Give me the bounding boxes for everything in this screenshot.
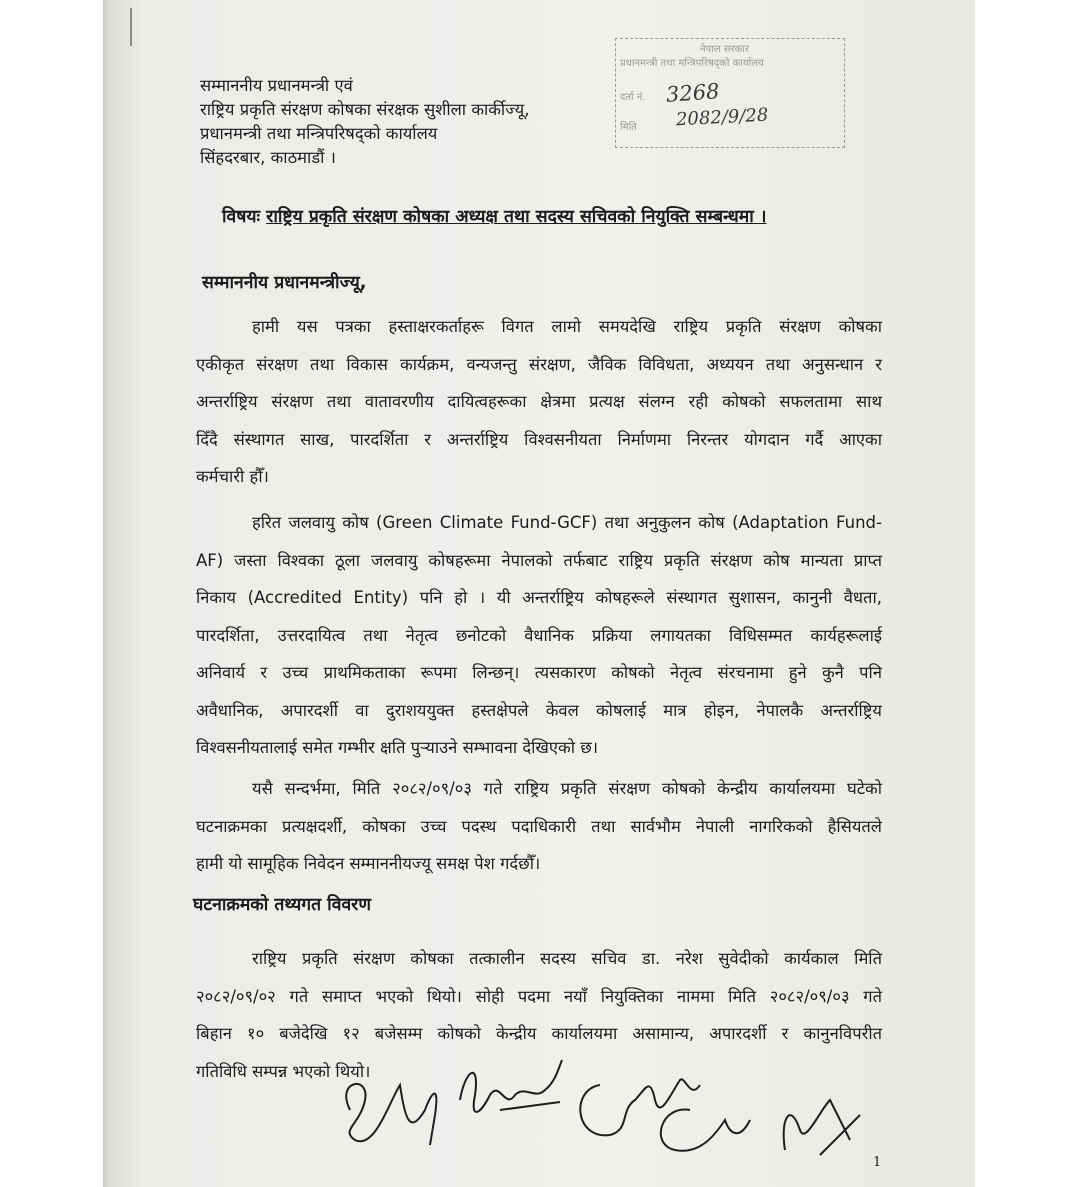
- text-line: अवैधानिक, अपारदर्शी वा दुराशययुक्त हस्तक्षेपले केवल कोषलाई मात्र होइन, नेपालकै अन्तर्राष्ट्रिय: [196, 700, 882, 720]
- text-line: २०८२/०९/०२ गते समाप्त भएको थियो। सोही पदमा नयाँ नियुक्तिका नाममा मिति २०८२/०९/०३ गते: [196, 986, 882, 1006]
- section-heading: घटनाक्रमको तथ्यगत विवरण: [193, 895, 371, 915]
- text-line: कर्मचारी हौँ।: [196, 467, 269, 486]
- registration-stamp: [615, 38, 845, 148]
- page-number: 1: [873, 1155, 882, 1170]
- address-line: राष्ट्रिय प्रकृति संरक्षण कोषका संरक्षक सुशीला कार्कीज्यू,: [200, 100, 530, 119]
- paragraph-1: [196, 308, 882, 496]
- recipient-address: [200, 74, 529, 170]
- text-line: निकाय (Accredited Entity) पनि हो । यी अन्तर्राष्ट्रिय कोषहरूले संस्थागत सुशासन, कानुनी वैधता,: [196, 588, 882, 607]
- text-line: एकीकृत संरक्षण तथा विकास कार्यक्रम, वन्यजन्तु संरक्षण, जैविक विविधता, अध्ययन तथा अनुसन्धान र: [196, 354, 882, 374]
- signature-3: [580, 1079, 700, 1135]
- text-line: यसै सन्दर्भमा, मिति २०८२/०९/०३ गते राष्ट्रिय प्रकृति संरक्षण कोषको केन्द्रीय कार्यालयमा घटेको: [252, 779, 882, 798]
- signature-5: [784, 1100, 860, 1155]
- signature-1: [346, 1084, 436, 1145]
- signatures: [330, 1040, 870, 1180]
- text-line: अनिवार्य र उच्च प्राथमिकताका रूपमा लिन्छन्। त्यसकारण कोषको नेतृत्व संरचनामा हुने कुनै पनि: [196, 663, 882, 682]
- text-line: बिहान १० बजेदेखि १२ बजेसम्म कोषको केन्द्रीय कार्यालयमा असामान्य, अपारदर्शी र कानुनविपरीत: [196, 1024, 882, 1043]
- signature-2: [460, 1060, 562, 1112]
- stamp-reg-label: दर्ता नं.: [620, 92, 646, 103]
- subject-text: राष्ट्रिय प्रकृति संरक्षण कोषका अध्यक्ष तथा सदस्य सचिवको नियुक्ति सम्बन्धमा ।: [266, 207, 767, 227]
- salutation: सम्माननीय प्रधानमन्त्रीज्यू,: [202, 273, 367, 293]
- margin-mark: [130, 8, 132, 46]
- stamp-office-line: नेपाल सरकार: [700, 44, 749, 55]
- stamp-date-label: मिति: [620, 122, 637, 133]
- signature-4: [661, 1110, 750, 1151]
- stamp-reg-number: 3268: [665, 79, 721, 107]
- subject-label: विषयः: [222, 207, 261, 227]
- subject-line: [222, 204, 766, 228]
- text-line: पारदर्शिता, उत्तरदायित्व तथा नेतृत्व छनोटको वैधानिक प्रक्रिया लगायतका विधिसम्मत कार्यहरूलाई: [196, 625, 882, 645]
- stamp-office-line: प्रधानमन्त्री तथा मन्त्रिपरिषद्को कार्यालय: [620, 58, 764, 69]
- text-line: घटनाक्रमका प्रत्यक्षदर्शी, कोषका उच्च पदस्थ पदाधिकारी तथा सार्वभौम नेपाली नागरिकको हैसियतले: [196, 816, 882, 836]
- text-line: AF) जस्ता विश्वका ठूला जलवायु कोषहरूमा नेपालको तर्फबाट राष्ट्रिय प्रकृति संरक्षण कोष मान्यता प्राप्त: [196, 550, 882, 570]
- address-line: प्रधानमन्त्री तथा मन्त्रिपरिषद्को कार्यालय: [200, 124, 438, 143]
- text-line: गतिविधि सम्पन्न भएको थियो।: [196, 1061, 371, 1081]
- text-line: हामी यो सामूहिक निवेदन सम्माननीयज्यू समक्ष पेश गर्दछौँ।: [196, 854, 541, 873]
- text-line: हामी यस पत्रका हस्ताक्षरकर्ताहरू विगत लामो समयदेखि राष्ट्रिय प्रकृति संरक्षण कोषका: [252, 317, 882, 336]
- text-line: विश्वसनीयतालाई समेत गम्भीर क्षति पुर्‍याउने सम्भावना देखिएको छ।: [196, 738, 599, 757]
- address-line: सम्माननीय प्रधानमन्त्री एवं: [200, 76, 353, 95]
- text-line: राष्ट्रिय प्रकृति संरक्षण कोषका तत्कालीन सदस्य सचिव डा. नरेश सुवेदीको कार्यकाल मिति: [252, 949, 882, 968]
- text-line: दिँदै संस्थागत साख, पारदर्शिता र अन्तर्राष्ट्रिय विश्वसनीयता निर्माणमा निरन्तर योगदान गर्दै आएका: [196, 429, 882, 449]
- paragraph-2: [196, 504, 882, 767]
- paragraph-3: [196, 770, 882, 883]
- text-line: अन्तर्राष्ट्रिय संरक्षण तथा वातावरणीय दायित्वहरूका क्षेत्रमा प्रत्यक्ष संलग्न रही कोषको सफलतामा साथ: [196, 392, 882, 411]
- address-line: सिंहदरबार, काठमाडौं ।: [200, 148, 336, 167]
- text-line: हरित जलवायु कोष (Green Climate Fund-GCF) तथा अनुकुलन कोष (Adaptation Fund-: [252, 513, 882, 532]
- stamp-date: 2082/9/28: [675, 104, 769, 131]
- page-edge-shadow: [103, 0, 109, 1187]
